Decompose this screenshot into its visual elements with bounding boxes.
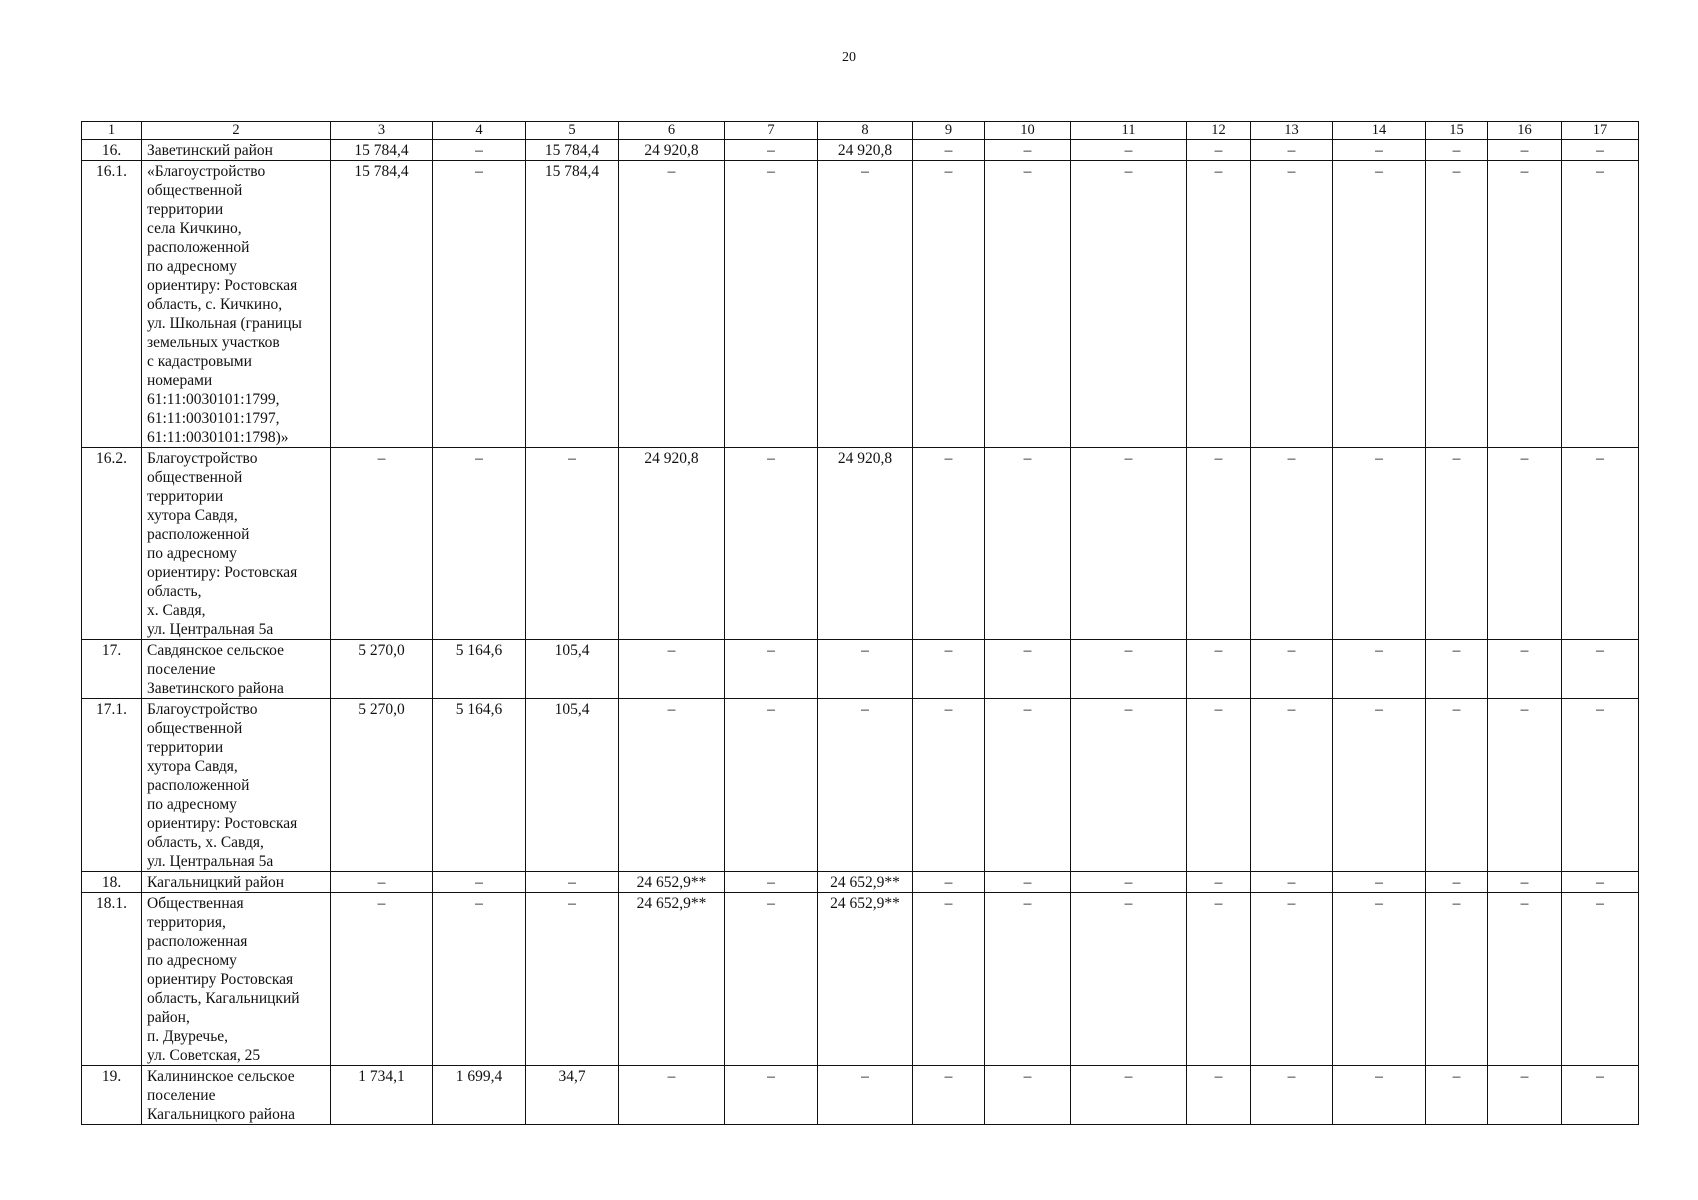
value-cell: 24 652,9** xyxy=(818,893,913,1066)
value-cell: – xyxy=(1426,893,1488,1066)
table-row xyxy=(82,699,1639,872)
value-cell: – xyxy=(1426,699,1488,872)
row-name-cell: Общественная территория, расположенная по адресному ориентиру Ростовская область, Кагальницкий район, п. Двуречье, ул. Советская, 25 xyxy=(142,893,331,1066)
column-number-row xyxy=(82,122,1639,140)
value-cell: – xyxy=(1251,893,1333,1066)
value-cell: – xyxy=(433,161,526,448)
column-number: 16 xyxy=(1488,122,1562,140)
value-cell: – xyxy=(1251,140,1333,161)
value-cell: 24 652,9** xyxy=(619,893,725,1066)
value-cell: – xyxy=(1187,140,1251,161)
value-cell: – xyxy=(1071,699,1187,872)
value-cell: – xyxy=(1488,699,1562,872)
value-cell: – xyxy=(433,872,526,893)
value-cell: – xyxy=(1071,872,1187,893)
value-cell: – xyxy=(331,448,433,640)
value-cell: – xyxy=(1562,872,1639,893)
value-cell: – xyxy=(1187,640,1251,699)
value-cell: 24 920,8 xyxy=(619,448,725,640)
column-number: 2 xyxy=(142,122,331,140)
value-cell: – xyxy=(725,640,818,699)
value-cell: – xyxy=(913,140,985,161)
row-index-cell: 17.1. xyxy=(82,699,142,872)
value-cell: – xyxy=(985,1066,1071,1125)
column-number: 7 xyxy=(725,122,818,140)
value-cell: 15 784,4 xyxy=(331,140,433,161)
value-cell: – xyxy=(818,1066,913,1125)
value-cell: – xyxy=(1187,161,1251,448)
table-row xyxy=(82,640,1639,699)
value-cell: – xyxy=(619,699,725,872)
value-cell: – xyxy=(725,161,818,448)
row-name-cell: Кагальницкий район xyxy=(142,872,331,893)
value-cell: 24 920,8 xyxy=(818,448,913,640)
value-cell: – xyxy=(1251,161,1333,448)
value-cell: – xyxy=(1562,448,1639,640)
column-number: 13 xyxy=(1251,122,1333,140)
value-cell: – xyxy=(1333,893,1426,1066)
value-cell: – xyxy=(1071,140,1187,161)
value-cell: – xyxy=(818,161,913,448)
value-cell: – xyxy=(1251,448,1333,640)
value-cell: – xyxy=(1426,140,1488,161)
column-number: 5 xyxy=(526,122,619,140)
value-cell: – xyxy=(1488,640,1562,699)
value-cell: – xyxy=(1562,699,1639,872)
column-number: 4 xyxy=(433,122,526,140)
value-cell: – xyxy=(1333,640,1426,699)
value-cell: 34,7 xyxy=(526,1066,619,1125)
value-cell: – xyxy=(985,893,1071,1066)
value-cell: – xyxy=(1488,1066,1562,1125)
value-cell: 5 270,0 xyxy=(331,640,433,699)
budget-table xyxy=(81,121,1639,1125)
column-number: 3 xyxy=(331,122,433,140)
row-index-cell: 18.1. xyxy=(82,893,142,1066)
value-cell: – xyxy=(526,448,619,640)
value-cell: – xyxy=(1488,140,1562,161)
value-cell: – xyxy=(1562,640,1639,699)
value-cell: 24 652,9** xyxy=(619,872,725,893)
value-cell: – xyxy=(1187,872,1251,893)
row-index-cell: 19. xyxy=(82,1066,142,1125)
value-cell: – xyxy=(1251,872,1333,893)
value-cell: 1 699,4 xyxy=(433,1066,526,1125)
value-cell: – xyxy=(1187,1066,1251,1125)
column-number: 1 xyxy=(82,122,142,140)
value-cell: – xyxy=(1426,448,1488,640)
value-cell: – xyxy=(1488,893,1562,1066)
row-name-cell: Савдянское сельское поселение Заветинского района xyxy=(142,640,331,699)
row-name-cell: Заветинский район xyxy=(142,140,331,161)
value-cell: – xyxy=(1333,872,1426,893)
value-cell: – xyxy=(913,448,985,640)
value-cell: – xyxy=(818,640,913,699)
value-cell: – xyxy=(1333,161,1426,448)
value-cell: – xyxy=(433,140,526,161)
value-cell: – xyxy=(1071,640,1187,699)
value-cell: – xyxy=(433,893,526,1066)
column-number: 9 xyxy=(913,122,985,140)
table-row xyxy=(82,872,1639,893)
row-index-cell: 16.2. xyxy=(82,448,142,640)
value-cell: – xyxy=(1251,1066,1333,1125)
column-number: 11 xyxy=(1071,122,1187,140)
row-index-cell: 17. xyxy=(82,640,142,699)
row-name-cell: «Благоустройство общественной территории села Кичкино, расположенной по адресному ориентиру: Ростовская область, с. Кичкино, ул. Школьная (границы земельных участков с кадастровыми номерами 61:11:0030101:1799, 61:11:0030101:1797, 61:11:0030101:1798)» xyxy=(142,161,331,448)
row-name-cell: Калининское сельское поселение Кагальницкого района xyxy=(142,1066,331,1125)
value-cell: – xyxy=(619,1066,725,1125)
column-number: 10 xyxy=(985,122,1071,140)
value-cell: 105,4 xyxy=(526,640,619,699)
value-cell: – xyxy=(619,161,725,448)
row-name-cell: Благоустройство общественной территории хутора Савдя, расположенной по адресному ориентиру: Ростовская область, х. Савдя, ул. Центральная 5а xyxy=(142,448,331,640)
row-index-cell: 16.1. xyxy=(82,161,142,448)
row-index-cell: 16. xyxy=(82,140,142,161)
value-cell: – xyxy=(1187,448,1251,640)
value-cell: – xyxy=(1333,1066,1426,1125)
value-cell: 1 734,1 xyxy=(331,1066,433,1125)
value-cell: – xyxy=(1488,872,1562,893)
value-cell: – xyxy=(725,448,818,640)
value-cell: – xyxy=(1333,140,1426,161)
value-cell: – xyxy=(985,872,1071,893)
value-cell: – xyxy=(1426,161,1488,448)
table-row xyxy=(82,448,1639,640)
value-cell: – xyxy=(1562,893,1639,1066)
table-row xyxy=(82,140,1639,161)
value-cell: 24 920,8 xyxy=(619,140,725,161)
value-cell: – xyxy=(1333,699,1426,872)
value-cell: – xyxy=(913,161,985,448)
value-cell: – xyxy=(1187,699,1251,872)
value-cell: – xyxy=(526,893,619,1066)
value-cell: – xyxy=(1071,893,1187,1066)
value-cell: – xyxy=(725,699,818,872)
value-cell: – xyxy=(526,872,619,893)
value-cell: – xyxy=(985,140,1071,161)
value-cell: 24 652,9** xyxy=(818,872,913,893)
value-cell: – xyxy=(1426,1066,1488,1125)
value-cell: 24 920,8 xyxy=(818,140,913,161)
value-cell: – xyxy=(619,640,725,699)
value-cell: – xyxy=(913,1066,985,1125)
row-name-cell: Благоустройство общественной территории хутора Савдя, расположенной по адресному ориентиру: Ростовская область, х. Савдя, ул. Центральная 5а xyxy=(142,699,331,872)
value-cell: – xyxy=(331,893,433,1066)
value-cell: – xyxy=(1488,161,1562,448)
table-row xyxy=(82,893,1639,1066)
value-cell: – xyxy=(1187,893,1251,1066)
value-cell: – xyxy=(1562,161,1639,448)
table-row xyxy=(82,161,1639,448)
page-number: 20 xyxy=(842,50,856,65)
value-cell: – xyxy=(913,872,985,893)
column-number: 17 xyxy=(1562,122,1639,140)
value-cell: – xyxy=(985,448,1071,640)
value-cell: 15 784,4 xyxy=(526,140,619,161)
column-number: 6 xyxy=(619,122,725,140)
value-cell: 5 164,6 xyxy=(433,699,526,872)
value-cell: – xyxy=(1251,640,1333,699)
value-cell: – xyxy=(433,448,526,640)
value-cell: – xyxy=(1562,1066,1639,1125)
value-cell: – xyxy=(913,699,985,872)
column-number: 15 xyxy=(1426,122,1488,140)
value-cell: 15 784,4 xyxy=(526,161,619,448)
table-body xyxy=(82,122,1639,1125)
value-cell: – xyxy=(1562,140,1639,161)
value-cell: 15 784,4 xyxy=(331,161,433,448)
column-number: 12 xyxy=(1187,122,1251,140)
table-row xyxy=(82,1066,1639,1125)
value-cell: – xyxy=(913,893,985,1066)
value-cell: – xyxy=(725,893,818,1066)
value-cell: – xyxy=(1488,448,1562,640)
value-cell: – xyxy=(1333,448,1426,640)
value-cell: 5 270,0 xyxy=(331,699,433,872)
row-index-cell: 18. xyxy=(82,872,142,893)
value-cell: – xyxy=(1251,699,1333,872)
value-cell: – xyxy=(913,640,985,699)
value-cell: – xyxy=(725,872,818,893)
value-cell: – xyxy=(1071,1066,1187,1125)
value-cell: – xyxy=(1426,872,1488,893)
value-cell: – xyxy=(725,1066,818,1125)
value-cell: – xyxy=(985,699,1071,872)
value-cell: 105,4 xyxy=(526,699,619,872)
value-cell: – xyxy=(1071,448,1187,640)
value-cell: – xyxy=(331,872,433,893)
column-number: 8 xyxy=(818,122,913,140)
value-cell: – xyxy=(1071,161,1187,448)
value-cell: – xyxy=(725,140,818,161)
value-cell: 5 164,6 xyxy=(433,640,526,699)
value-cell: – xyxy=(1426,640,1488,699)
value-cell: – xyxy=(985,161,1071,448)
value-cell: – xyxy=(985,640,1071,699)
column-number: 14 xyxy=(1333,122,1426,140)
value-cell: – xyxy=(818,699,913,872)
